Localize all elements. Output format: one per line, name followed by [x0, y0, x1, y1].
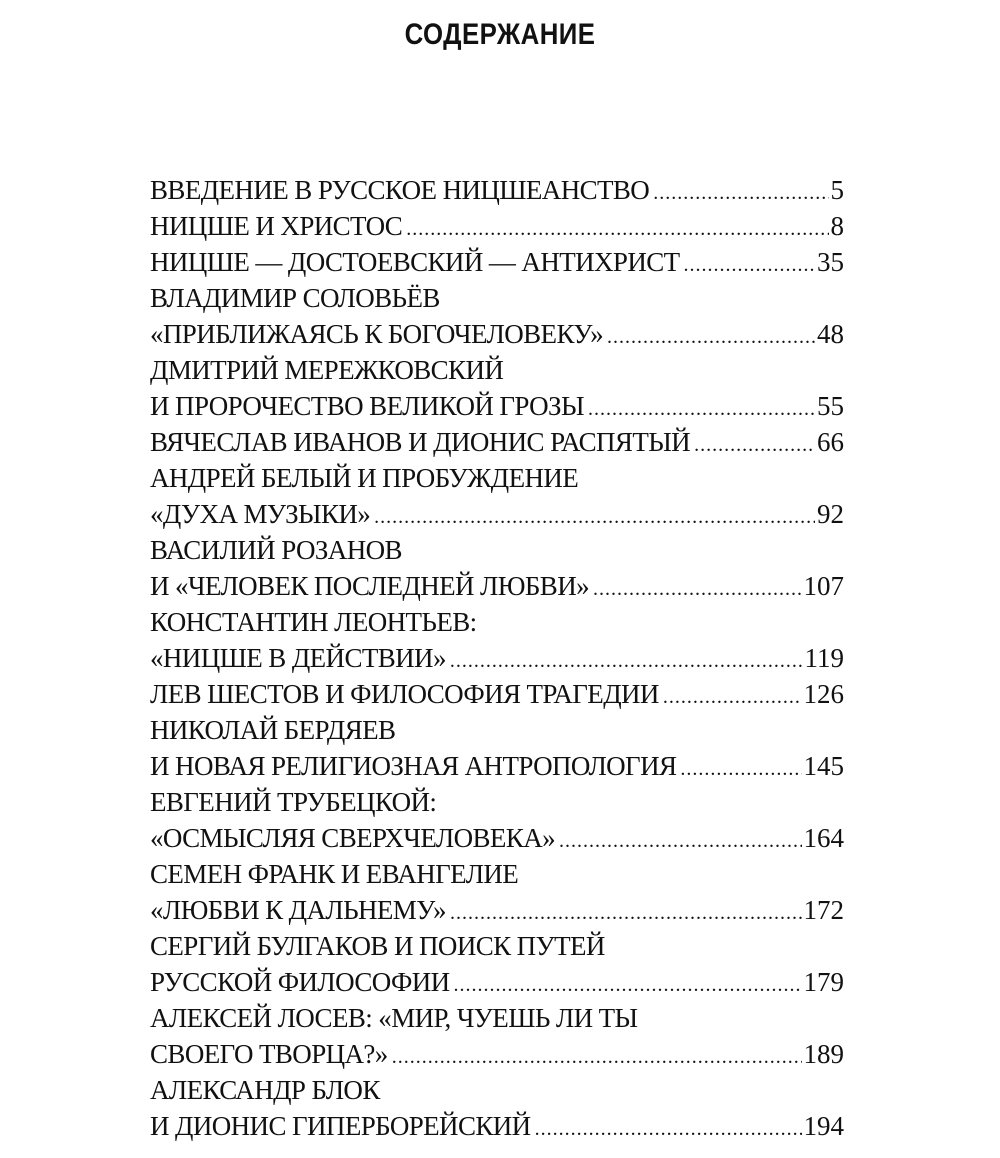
- toc-entry[interactable]: [150, 712, 844, 784]
- toc-entry-title: РУССКОЙ ФИЛОСОФИИ: [150, 967, 450, 997]
- dot-leader: [588, 391, 815, 424]
- toc-entry[interactable]: [150, 424, 844, 460]
- dot-leader: [392, 1039, 802, 1072]
- toc-entry-title: СВОЕГО ТВОРЦА?»: [150, 1039, 388, 1069]
- toc-entry-line: [150, 604, 844, 640]
- dot-leader: [653, 175, 828, 208]
- toc-entry-title: И «ЧЕЛОВЕК ПОСЛЕДНЕЙ ЛЮБВИ»: [150, 571, 590, 601]
- dot-leader: [406, 211, 828, 244]
- dot-leader: [559, 823, 801, 856]
- toc-entry-line: [150, 1072, 844, 1108]
- toc-entry-title: ЛЕВ ШЕСТОВ И ФИЛОСОФИЯ ТРАГЕДИИ: [150, 679, 659, 709]
- toc-entry[interactable]: [150, 352, 844, 424]
- toc-entry-title: НИКОЛАЙ БЕРДЯЕВ: [150, 715, 396, 745]
- toc-entry-title: «ЛЮБВИ К ДАЛЬНЕМУ»: [150, 895, 446, 925]
- toc-entry[interactable]: [150, 172, 844, 208]
- toc-entry-title: ДМИТРИЙ МЕРЕЖКОВСКИЙ: [150, 355, 504, 385]
- toc-page-number: 55: [817, 391, 844, 421]
- dot-leader: [607, 319, 815, 352]
- toc-entry-line: [150, 928, 844, 964]
- table-of-contents: [150, 172, 844, 1144]
- toc-entry-line: [150, 496, 844, 532]
- toc-entry-line: [150, 1108, 844, 1144]
- toc-entry[interactable]: [150, 856, 844, 928]
- toc-entry-title: «ОСМЫСЛЯЯ СВЕРХЧЕЛОВЕКА»: [150, 823, 556, 853]
- toc-entry-line: [150, 676, 844, 712]
- toc-entry-line: [150, 352, 844, 388]
- toc-entry-line: [150, 532, 844, 568]
- toc-page-number: 189: [803, 1039, 844, 1069]
- toc-entry-title: НИЦШЕ — ДОСТОЕВСКИЙ — АНТИХРИСТ: [150, 247, 680, 277]
- toc-entry-title: КОНСТАНТИН ЛЕОНТЬЕВ:: [150, 607, 477, 637]
- toc-entry-title: НИЦШЕ И ХРИСТОС: [150, 211, 403, 241]
- toc-entry[interactable]: [150, 928, 844, 1000]
- toc-page-number: 126: [803, 679, 844, 709]
- toc-entry-title: ВВЕДЕНИЕ В РУССКОЕ НИЦШЕАНСТВО: [150, 175, 650, 205]
- toc-page-number: 172: [803, 895, 844, 925]
- toc-entry-line: [150, 460, 844, 496]
- toc-entry-line: [150, 568, 844, 604]
- toc-entry-title: «НИЦШЕ В ДЕЙСТВИИ»: [150, 643, 446, 673]
- toc-entry[interactable]: [150, 784, 844, 856]
- toc-entry[interactable]: [150, 1072, 844, 1144]
- toc-entry[interactable]: [150, 532, 844, 604]
- dot-leader: [680, 751, 801, 784]
- toc-entry-title: ЕВГЕНИЙ ТРУБЕЦКОЙ:: [150, 787, 437, 817]
- toc-entry-line: [150, 244, 844, 280]
- toc-entry-title: «ДУХА МУЗЫКИ»: [150, 499, 371, 529]
- toc-entry-line: [150, 820, 844, 856]
- toc-entry-title: И ПРОРОЧЕСТВО ВЕЛИКОЙ ГРОЗЫ: [150, 391, 584, 421]
- toc-entry-title: АЛЕКСАНДР БЛОК: [150, 1075, 380, 1105]
- toc-entry-line: [150, 1000, 844, 1036]
- toc-entry-line: [150, 892, 844, 928]
- toc-entry-title: ВАСИЛИЙ РОЗАНОВ: [150, 535, 402, 565]
- toc-page-number: 5: [830, 175, 844, 205]
- toc-entry-line: [150, 856, 844, 892]
- toc-entry[interactable]: [150, 280, 844, 352]
- toc-page-number: 145: [803, 751, 844, 781]
- toc-entry-title: «ПРИБЛИЖАЯСЬ К БОГОЧЕЛОВЕКУ»: [150, 319, 604, 349]
- toc-entry-title: СЕМЕН ФРАНК И ЕВАНГЕЛИЕ: [150, 859, 519, 889]
- dot-leader: [374, 499, 815, 532]
- toc-entry-line: [150, 424, 844, 460]
- dot-leader: [684, 247, 815, 280]
- toc-page-number: 66: [817, 427, 844, 457]
- toc-entry[interactable]: [150, 208, 844, 244]
- toc-page-number: 194: [803, 1111, 844, 1141]
- dot-leader: [450, 895, 802, 928]
- toc-entry-line: [150, 172, 844, 208]
- dot-leader: [694, 427, 815, 460]
- toc-entry-line: [150, 784, 844, 820]
- toc-page-number: 107: [803, 571, 844, 601]
- toc-entry-line: [150, 208, 844, 244]
- dot-leader: [593, 571, 801, 604]
- page-title: СОДЕРЖАНИЕ: [404, 18, 596, 51]
- dot-leader: [450, 643, 803, 676]
- toc-entry-line: [150, 712, 844, 748]
- toc-entry-line: [150, 1036, 844, 1072]
- toc-entry-title: ВЛАДИМИР СОЛОВЬЁВ: [150, 283, 440, 313]
- toc-entry[interactable]: [150, 460, 844, 532]
- toc-entry-line: [150, 640, 844, 676]
- toc-page-number: 92: [817, 499, 844, 529]
- toc-entry-title: СЕРГИЙ БУЛГАКОВ И ПОИСК ПУТЕЙ: [150, 931, 605, 961]
- toc-entry[interactable]: [150, 1000, 844, 1072]
- toc-entry[interactable]: [150, 604, 844, 676]
- dot-leader: [663, 679, 802, 712]
- toc-entry-title: И НОВАЯ РЕЛИГИОЗНАЯ АНТРОПОЛОГИЯ: [150, 751, 677, 781]
- toc-page-number: 48: [817, 319, 844, 349]
- toc-entry[interactable]: [150, 244, 844, 280]
- toc-entry-line: [150, 748, 844, 784]
- toc-page-number: 35: [817, 247, 844, 277]
- toc-page-number: 119: [804, 643, 844, 673]
- dot-leader: [535, 1111, 802, 1144]
- toc-entry-line: [150, 388, 844, 424]
- toc-entry-title: И ДИОНИС ГИПЕРБОРЕЙСКИЙ: [150, 1111, 531, 1141]
- toc-entry-line: [150, 280, 844, 316]
- toc-page-number: 179: [803, 967, 844, 997]
- toc-page-number: 8: [830, 211, 844, 241]
- toc-entry-title: ВЯЧЕСЛАВ ИВАНОВ И ДИОНИС РАСПЯТЫЙ: [150, 427, 691, 457]
- toc-entry[interactable]: [150, 676, 844, 712]
- toc-entry-title: АЛЕКСЕЙ ЛОСЕВ: «МИР, ЧУЕШЬ ЛИ ТЫ: [150, 1003, 638, 1033]
- toc-entry-line: [150, 964, 844, 1000]
- dot-leader: [454, 967, 802, 1000]
- toc-entry-title: АНДРЕЙ БЕЛЫЙ И ПРОБУЖДЕНИЕ: [150, 463, 579, 493]
- toc-entry-line: [150, 316, 844, 352]
- toc-page-number: 164: [803, 823, 844, 853]
